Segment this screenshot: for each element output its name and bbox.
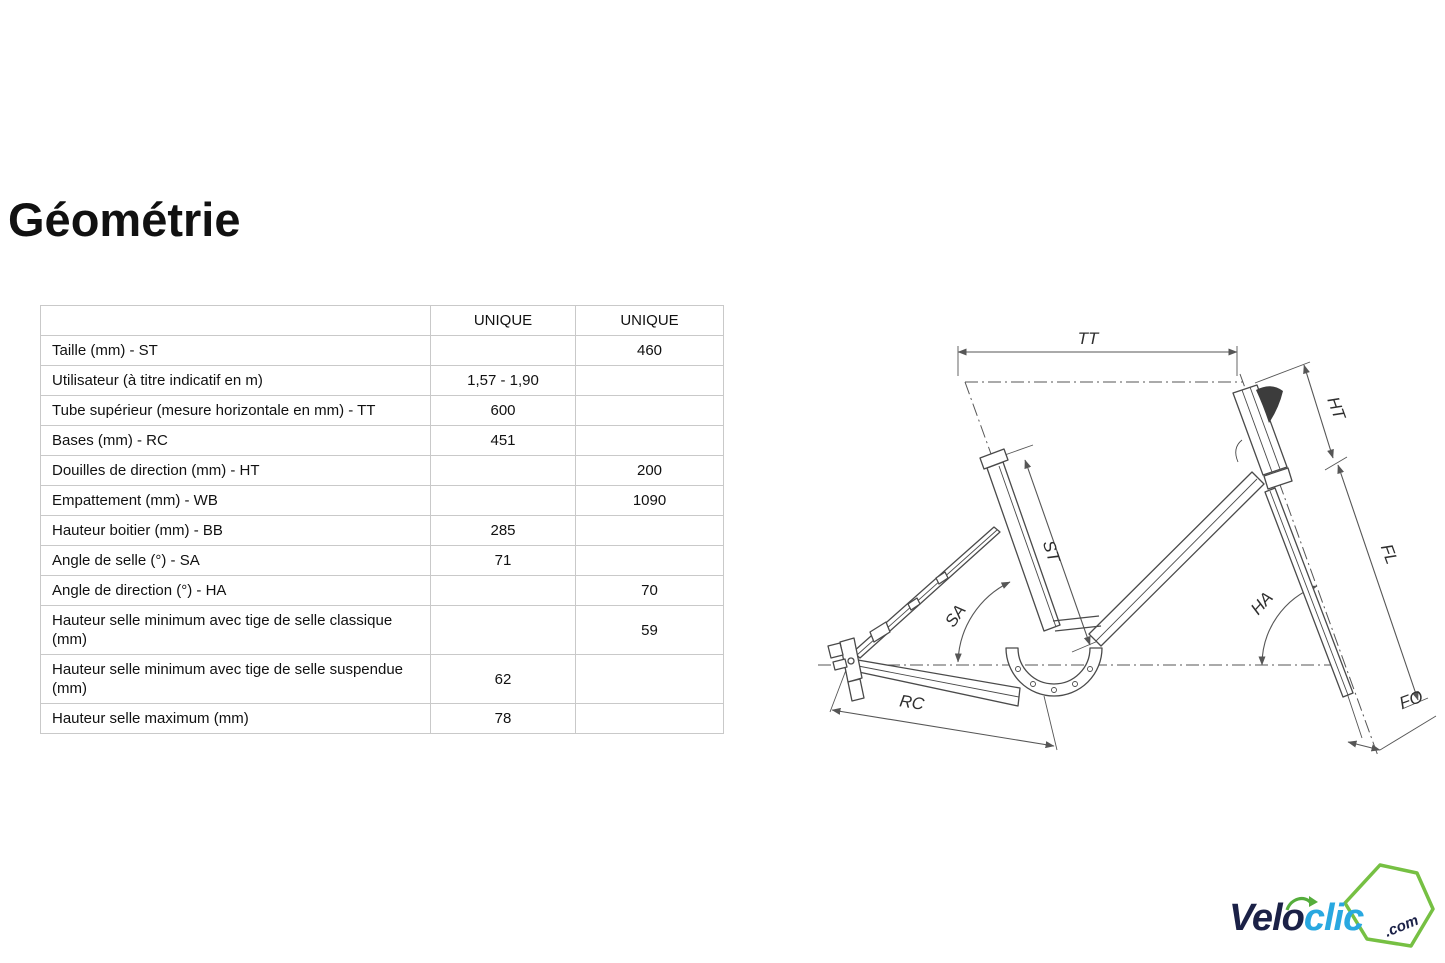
ht-ext-top	[1255, 362, 1310, 383]
table-row	[41, 426, 724, 456]
ht-fl-ext	[1325, 457, 1347, 470]
geometry-table	[40, 305, 724, 734]
dim-label-ht: HT	[1323, 394, 1349, 423]
row-value-2: 200	[576, 456, 724, 486]
brake-caliper	[870, 622, 890, 642]
veloclic-logo-graphic	[1225, 855, 1445, 961]
logo-text	[1229, 897, 1364, 939]
bike-frame-drawing	[790, 310, 1445, 770]
row-value-1: 451	[431, 426, 576, 456]
row-label: Hauteur selle maximum (mm)	[41, 704, 431, 734]
table-row	[41, 366, 724, 396]
dim-label-tt: TT	[1077, 329, 1099, 348]
row-value-2: 70	[576, 576, 724, 606]
row-value-2: 1090	[576, 486, 724, 516]
row-label: Tube supérieur (mesure horizontale en mm) - TT	[41, 396, 431, 426]
table-header-row	[41, 306, 724, 336]
row-value-1	[431, 456, 576, 486]
table-row	[41, 456, 724, 486]
row-value-1	[431, 486, 576, 516]
page-title: Géométrie	[8, 193, 241, 246]
row-value-2	[576, 516, 724, 546]
table-row	[41, 516, 724, 546]
table-row	[41, 606, 724, 655]
row-label: Hauteur selle minimum avec tige de selle suspendue (mm)	[41, 655, 431, 704]
row-value-1: 1,57 - 1,90	[431, 366, 576, 396]
row-value-2	[576, 396, 724, 426]
dropout-hook	[828, 643, 843, 658]
row-value-1: 62	[431, 655, 576, 704]
row-value-2: 59	[576, 606, 724, 655]
row-label: Empattement (mm) - WB	[41, 486, 431, 516]
rc-ext-left	[830, 670, 846, 712]
row-value-1: 71	[431, 546, 576, 576]
row-label: Bases (mm) - RC	[41, 426, 431, 456]
row-value-1: 600	[431, 396, 576, 426]
fo-dimension-line	[1348, 742, 1380, 750]
row-label: Utilisateur (à titre indicatif en m)	[41, 366, 431, 396]
rc-ext-right	[1044, 696, 1057, 750]
logo-velo: Velo	[1229, 897, 1304, 939]
row-value-2: 460	[576, 336, 724, 366]
row-label: Taille (mm) - ST	[41, 336, 431, 366]
table-row	[41, 396, 724, 426]
cable-curl	[1236, 440, 1242, 462]
row-value-1: 285	[431, 516, 576, 546]
row-label: Angle de direction (°) - HA	[41, 576, 431, 606]
logo-dotcom: .com	[1382, 911, 1421, 941]
frame-geometry-diagram	[790, 310, 1445, 770]
dim-label-sa: SA	[941, 601, 970, 631]
fo-leader-line	[1380, 716, 1436, 750]
derailleur-hanger	[848, 679, 864, 701]
st-ext-top	[1002, 445, 1033, 456]
row-value-1: 78	[431, 704, 576, 734]
row-label: Hauteur boitier (mm) - BB	[41, 516, 431, 546]
sa-angle-arc	[958, 582, 1010, 662]
row-value-1	[431, 336, 576, 366]
row-value-1	[431, 606, 576, 655]
bridge-top	[1053, 616, 1099, 621]
chain-stay-inner	[853, 665, 1019, 697]
down-tube-inner	[1096, 479, 1257, 641]
table-row	[41, 486, 724, 516]
row-value-2	[576, 366, 724, 396]
row-value-2	[576, 426, 724, 456]
row-value-2	[576, 704, 724, 734]
rack-mount-1	[936, 572, 948, 584]
rack-mount-2	[908, 598, 920, 610]
table-row	[41, 655, 724, 704]
header-unique-2: UNIQUE	[576, 306, 724, 336]
dim-label-fo: FO	[1396, 686, 1426, 713]
fork-blade-inner	[1270, 491, 1348, 695]
table-row	[41, 336, 724, 366]
table-row	[41, 576, 724, 606]
seat-axis-extension	[965, 382, 995, 465]
fl-dimension-line	[1338, 465, 1418, 700]
row-value-2	[576, 546, 724, 576]
veloclic-logo	[1225, 855, 1445, 961]
logo-clic: clic	[1303, 897, 1364, 939]
dim-label-fl: FL	[1376, 541, 1402, 567]
dim-label-ha: HA	[1246, 588, 1277, 619]
dim-label-st: ST	[1038, 538, 1064, 565]
row-label: Angle de selle (°) - SA	[41, 546, 431, 576]
row-label: Douilles de direction (mm) - HT	[41, 456, 431, 486]
header-unique-1: UNIQUE	[431, 306, 576, 336]
dim-label-rc: RC	[898, 691, 926, 714]
table-row	[41, 546, 724, 576]
table-row	[41, 704, 724, 734]
chain-stay	[852, 659, 1020, 706]
rc-dimension-line	[832, 710, 1054, 746]
row-value-1	[431, 576, 576, 606]
row-label: Hauteur selle minimum avec tige de selle classique (mm)	[41, 606, 431, 655]
header-empty	[41, 306, 431, 336]
row-value-2	[576, 655, 724, 704]
